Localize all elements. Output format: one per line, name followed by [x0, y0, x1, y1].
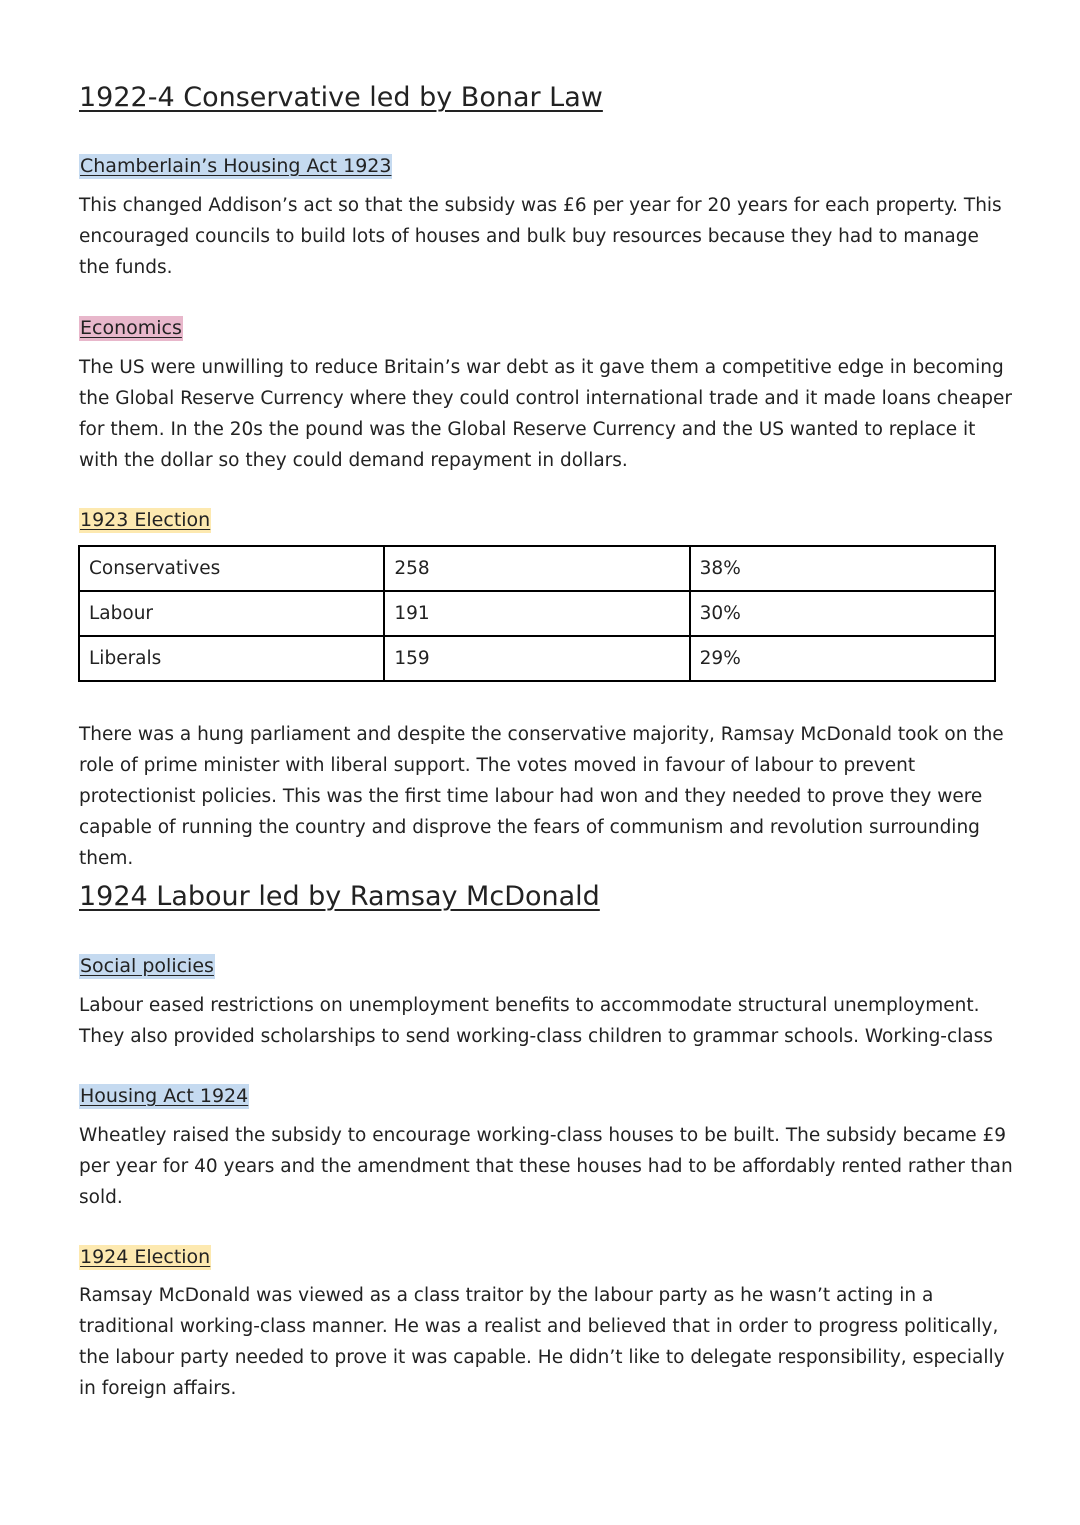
- seats-cell: 258: [384, 546, 689, 591]
- table-row: [79, 636, 995, 681]
- paragraph-chamberlain-housing-act: This changed Addison’s act so that the subsidy was £6 per year for 20 years for each property. This encouraged councils to build lots of houses and bulk buy resources because they had to manage the funds.: [79, 195, 1002, 278]
- paragraph-housing-act-1924: Wheatley raised the subsidy to encourage working-class houses to be built. The subsidy became £9 per year for 40 years and the amendment that these houses had to be affordably rented rather than sold.: [79, 1125, 1013, 1208]
- table-row: [79, 546, 995, 591]
- table-row: [79, 591, 995, 636]
- paragraph-1924-election: Ramsay McDonald was viewed as a class traitor by the labour party as he wasn’t acting in a traditional working-class manner. He was a realist and believed that in order to progress politically, the labour party needed to prove it was capable. He didn’t like to delegate responsibility, especially in foreign affairs.: [79, 1285, 1005, 1399]
- vote-share-cell: 38%: [690, 546, 995, 591]
- vote-share-cell: 30%: [690, 591, 995, 636]
- heading-chamberlain-housing-act: Chamberlain’s Housing Act 1923: [80, 155, 392, 177]
- heading-1923-election: 1923 Election: [80, 509, 211, 531]
- section-title-ramsay-mcdonald: 1924 Labour led by Ramsay McDonald: [79, 881, 600, 912]
- vote-share-cell: 29%: [690, 636, 995, 681]
- party-cell: Liberals: [79, 636, 384, 681]
- paragraph-social-policies: Labour eased restrictions on unemployment benefits to accommodate structural unemployment. They also provided scholarships to send working-class children to grammar schools. Working-class: [79, 995, 993, 1047]
- party-cell: Labour: [79, 591, 384, 636]
- paragraph-1923-election: There was a hung parliament and despite the conservative majority, Ramsay McDonald took on the role of prime minister with liberal support. The votes moved in favour of labour to prevent protectionist policies. This was the first time labour had won and they needed to prove they were capable of running the country and disprove the fears of communism and revolution surrounding them.: [79, 724, 1004, 869]
- section-title-bonar-law: 1922-4 Conservative led by Bonar Law: [79, 82, 603, 113]
- heading-housing-act-1924: Housing Act 1924: [80, 1085, 249, 1107]
- heading-1924-election: 1924 Election: [80, 1246, 211, 1268]
- heading-economics: Economics: [80, 317, 182, 339]
- seats-cell: 191: [384, 591, 689, 636]
- election-results-table-1923: [78, 545, 996, 682]
- paragraph-economics: The US were unwilling to reduce Britain’s war debt as it gave them a competitive edge in becoming the Global Reserve Currency where they could control international trade and it made loans cheaper for them. In the 20s the pound was the Global Reserve Currency and the US wanted to replace it with the dollar so they could demand repayment in dollars.: [79, 357, 1013, 471]
- seats-cell: 159: [384, 636, 689, 681]
- party-cell: Conservatives: [79, 546, 384, 591]
- heading-social-policies: Social policies: [80, 955, 214, 977]
